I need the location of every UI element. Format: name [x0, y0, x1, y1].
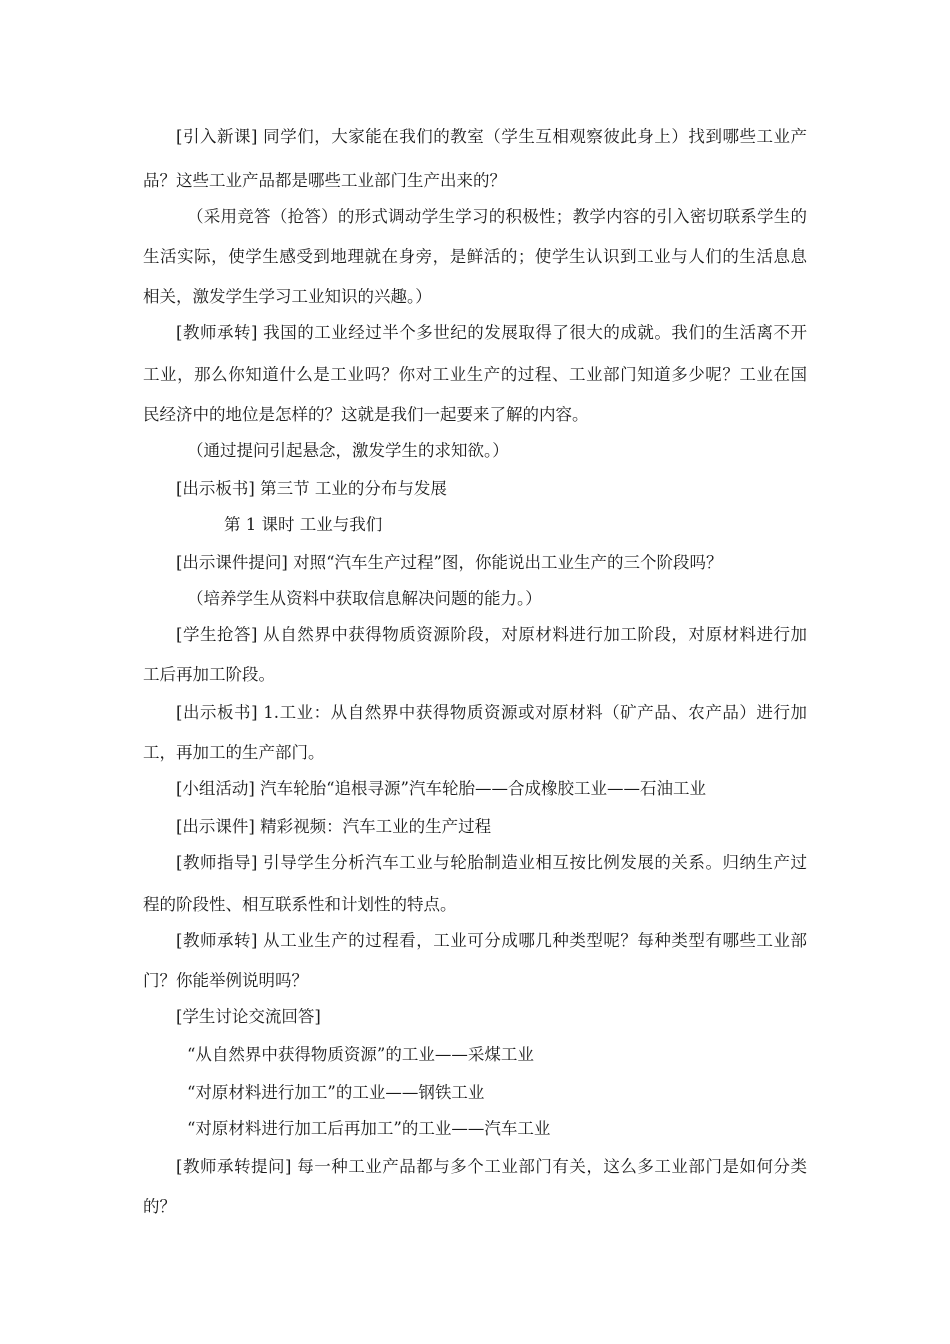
- paragraph-line: [学生讨论交流回答]: [176, 1007, 321, 1026]
- paragraph-line: [出示板书] 第三节 工业的分布与发展: [176, 479, 447, 498]
- paragraph-line: [学生抢答] 从自然界中获得物质资源阶段，对原材料进行加工阶段，对原材料进行加: [176, 625, 807, 644]
- paragraph-line: [出示课件提问] 对照“汽车生产过程”图，你能说出工业生产的三个阶段吗？: [176, 553, 723, 572]
- paragraph-line: [教师承转] 从工业生产的过程看，工业可分成哪几种类型呢？每种类型有哪些工业部: [176, 931, 807, 950]
- paragraph-line: “对原材料进行加工”的工业——钢铁工业: [187, 1083, 485, 1102]
- paragraph-line: “从自然界中获得物质资源”的工业——采煤工业: [187, 1045, 534, 1064]
- paragraph-line: 相关，激发学生学习工业知识的兴趣。）: [143, 287, 432, 306]
- paragraph-line: [引入新课] 同学们，大家能在我们的教室（学生互相观察彼此身上）找到哪些工业产: [176, 127, 807, 146]
- paragraph-line: 门？你能举例说明吗？: [143, 971, 308, 990]
- paragraph-line: 生活实际，使学生感受到地理就在身旁，是鲜活的；使学生认识到工业与人们的生活息息: [143, 247, 807, 266]
- paragraph-line: [教师承转] 我国的工业经过半个多世纪的发展取得了很大的成就。我们的生活离不开: [176, 323, 807, 342]
- paragraph-line: （培养学生从资料中获取信息解决问题的能力。）: [187, 589, 542, 608]
- paragraph-line: 的？: [143, 1197, 176, 1216]
- paragraph-line: “对原材料进行加工后再加工”的工业——汽车工业: [187, 1119, 551, 1138]
- paragraph-line: [教师承转提问] 每一种工业产品都与多个工业部门有关，这么多工业部门是如何分类: [176, 1157, 807, 1176]
- paragraph-line: [出示课件] 精彩视频：汽车工业的生产过程: [176, 817, 492, 836]
- paragraph-line: 程的阶段性、相互联系性和计划性的特点。: [143, 895, 457, 914]
- paragraph-line: 工后再加工阶段。: [143, 665, 275, 684]
- paragraph-line: [小组活动] 汽车轮胎“追根寻源”汽车轮胎——合成橡胶工业——石油工业: [176, 779, 706, 798]
- paragraph-line: 工，再加工的生产部门。: [143, 743, 325, 762]
- paragraph-line: [出示板书] 1.工业：从自然界中获得物质资源或对原材料（矿产品、农产品）进行加: [176, 703, 807, 722]
- paragraph-line: 工业，那么你知道什么是工业吗？你对工业生产的过程、工业部门知道多少呢？工业在国: [143, 365, 807, 384]
- paragraph-line: 民经济中的地位是怎样的？这就是我们一起要来了解的内容。: [143, 405, 589, 424]
- paragraph-line: 品？这些工业产品都是哪些工业部门生产出来的？: [143, 171, 506, 190]
- paragraph-line: （通过提问引起悬念，激发学生的求知欲。）: [187, 441, 509, 460]
- paragraph-line: （采用竞答（抢答）的形式调动学生学习的积极性；教学内容的引入密切联系学生的: [187, 207, 807, 226]
- paragraph-line: 第 1 课时 工业与我们: [224, 515, 383, 534]
- paragraph-line: [教师指导] 引导学生分析汽车工业与轮胎制造业相互按比例发展的关系。归纳生产过: [176, 853, 807, 872]
